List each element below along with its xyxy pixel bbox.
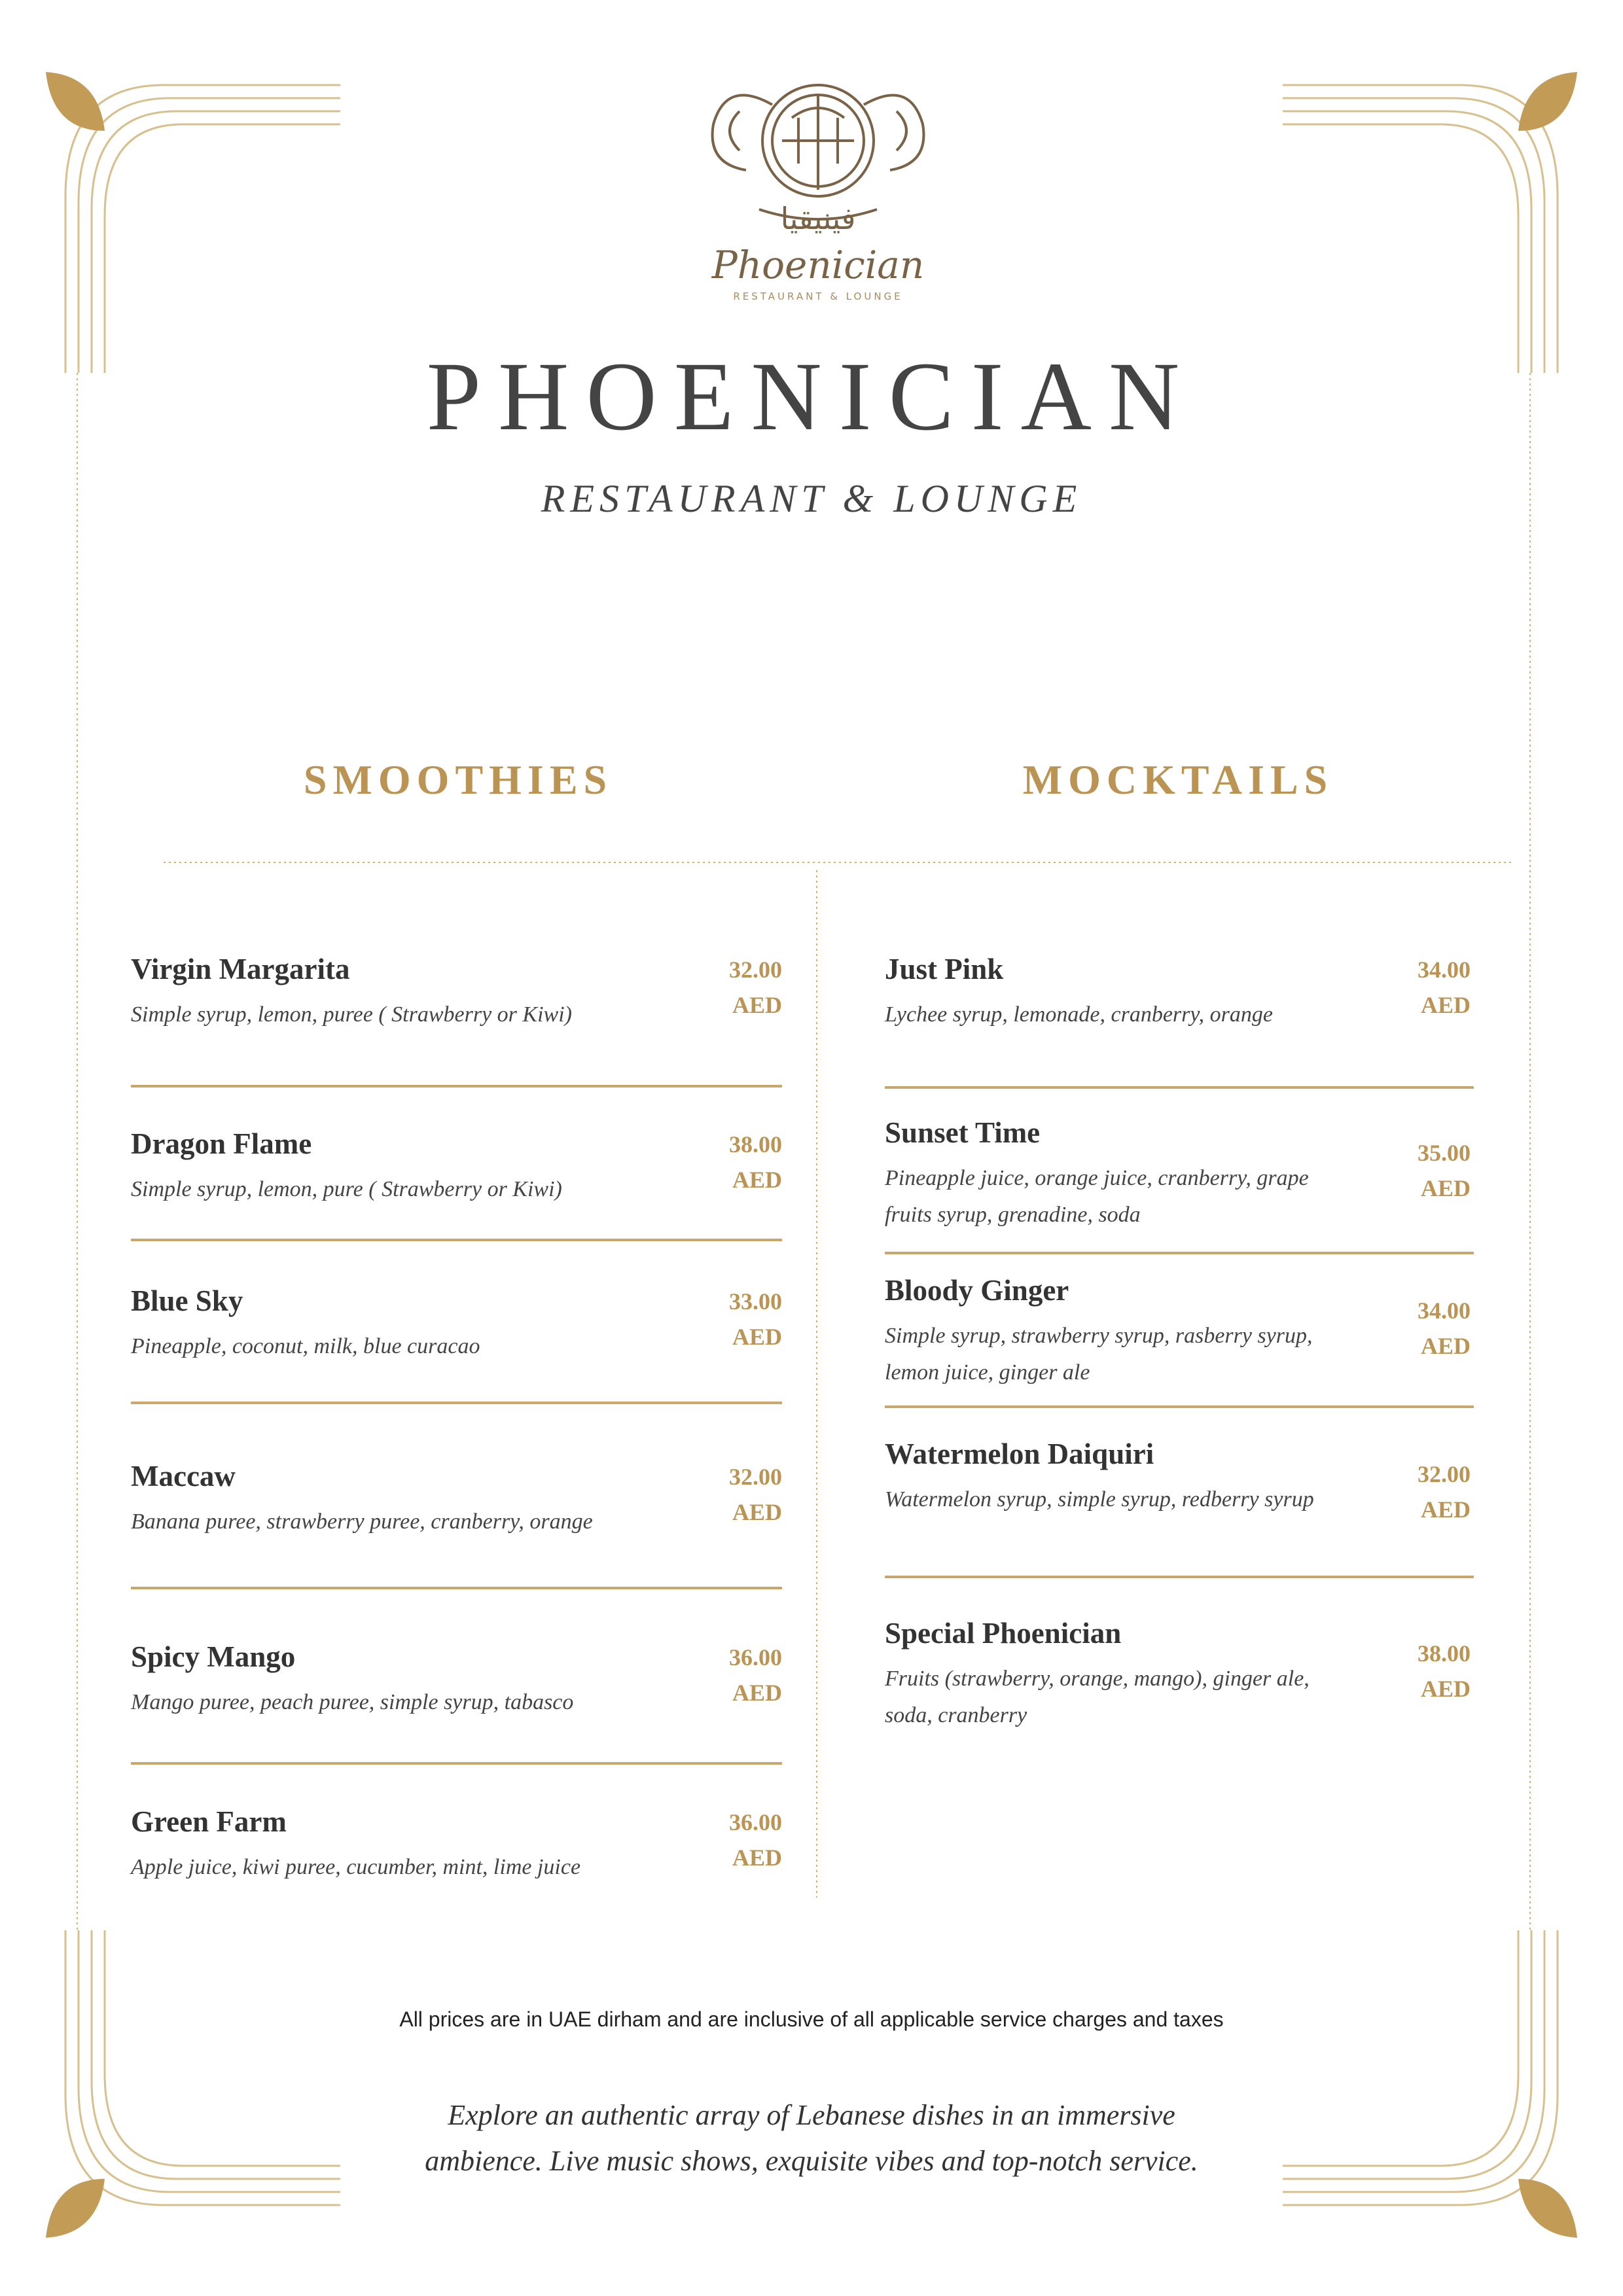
item-name: Spicy Mango [131,1640,296,1673]
item-currency: AED [1420,992,1471,1018]
item-price: 34.00 [1418,957,1471,983]
item-price: 32.00 [1418,1461,1471,1487]
item-description: Fruits (strawberry, orange, mango), ginger ale, soda, cranberry [885,1667,1310,1727]
item-description: Lychee syrup, lemonade, cranberry, orange [885,1002,1273,1027]
menu-item [885,952,1474,1031]
menu-item [131,1127,785,1205]
logo-tagline-text: RESTAURANT & LOUNGE [733,291,903,302]
item-divider [131,1762,782,1765]
menu-item [131,1459,785,1538]
item-name: Sunset Time [885,1116,1041,1149]
item-currency: AED [732,1680,782,1706]
item-divider [885,1252,1474,1254]
item-price: 32.00 [729,1464,782,1490]
mocktails-heading: MOCKTAILS [1022,756,1334,803]
logo-script-text: Phoenician [711,243,925,287]
item-divider [131,1239,782,1241]
item-currency: AED [732,1324,782,1350]
menu-item [885,1437,1474,1535]
item-divider [131,1402,782,1404]
menu-item [131,1284,785,1362]
item-description: Pineapple juice, orange juice, cranberry, grape fruits syrup, grenadine, soda [885,1166,1309,1227]
item-price: 38.00 [1418,1640,1471,1667]
item-name: Dragon Flame [131,1127,312,1160]
smoothies-heading: SMOOTHIES [303,756,613,803]
item-description: Simple syrup, lemon, puree ( Strawberry or Kiwi) [131,1002,572,1027]
item-name: Blue Sky [131,1284,243,1317]
item-currency: AED [1420,1676,1471,1702]
item-divider [885,1086,1474,1089]
item-description: Simple syrup, lemon, pure ( Strawberry or Kiwi) [131,1177,562,1201]
page-title: PHOENICIAN [426,342,1197,451]
item-price: 33.00 [729,1288,782,1315]
item-currency: AED [1420,1496,1471,1523]
item-price: 34.00 [1418,1298,1471,1324]
item-price: 38.00 [729,1131,782,1157]
menu-item [131,1805,785,1883]
item-price: 36.00 [729,1809,782,1835]
item-currency: AED [1420,1333,1471,1359]
item-price: 36.00 [729,1644,782,1670]
price-note: All prices are in UAE dirham and are inclusive of all applicable service charges and taxes [399,2007,1224,2031]
menu-item [131,1640,785,1718]
item-description: Banana puree, strawberry puree, cranberry, orange [131,1510,593,1534]
item-description: Mango puree, peach puree, simple syrup, tabasco [131,1690,574,1714]
item-price: 32.00 [729,957,782,983]
menu-item [885,1116,1474,1227]
item-name: Bloody Ginger [885,1274,1069,1307]
restaurant-tagline: Explore an authentic array of Lebanese dishes in an immersive ambience. Live music shows, exquisite vibes and top-notch service. [425,2099,1198,2177]
item-name: Maccaw [131,1460,236,1492]
item-currency: AED [732,1167,782,1193]
item-currency: AED [732,1499,782,1525]
item-description: Simple syrup, strawberry syrup, rasberry syrup, lemon juice, ginger ale [885,1324,1313,1385]
item-currency: AED [732,992,782,1018]
item-divider [885,1576,1474,1578]
item-divider [885,1405,1474,1408]
item-description: Pineapple, coconut, milk, blue curacao [131,1334,480,1358]
item-currency: AED [732,1845,782,1871]
item-name: Virgin Margarita [131,953,350,985]
restaurant-logo [687,65,949,314]
menu-item [885,1273,1474,1385]
item-currency: AED [1420,1175,1471,1201]
item-name: Just Pink [885,953,1004,985]
item-divider [131,1587,782,1589]
item-price: 35.00 [1418,1140,1471,1166]
item-description: Apple juice, kiwi puree, cucumber, mint, lime juice [131,1855,581,1879]
item-name: Green Farm [131,1805,287,1838]
page-subtitle: RESTAURANT & LOUNGE [541,477,1082,520]
item-description: Watermelon syrup, simple syrup, redberry syrup [885,1487,1314,1511]
menu-item [131,952,785,1031]
logo-arabic-text: فينيقيا [780,201,856,236]
item-name: Watermelon Daiquiri [885,1438,1154,1470]
item-name: Special Phoenician [885,1617,1122,1650]
menu-item [885,1616,1474,1727]
item-divider [131,1085,782,1087]
